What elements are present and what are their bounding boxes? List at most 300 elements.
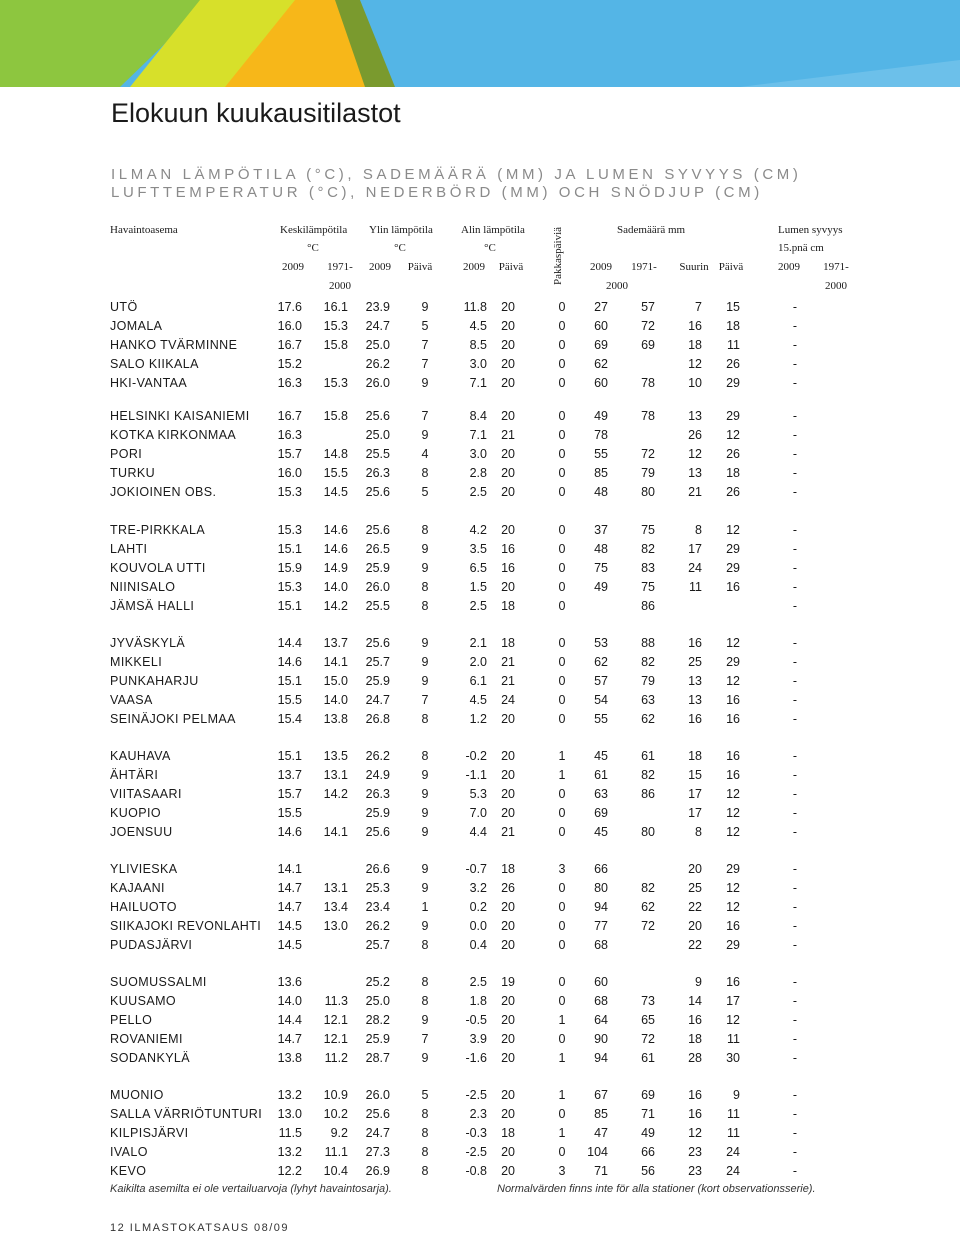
header-unit-max: °C xyxy=(394,242,406,254)
cell-precip-2009: 61 xyxy=(594,767,608,782)
cell-min-2009: 0.4 xyxy=(469,937,487,952)
header-mean-1971: 1971- xyxy=(327,261,353,273)
table-row xyxy=(0,712,960,731)
station-name: TRE-PIRKKALA xyxy=(110,523,206,537)
cell-mean-2009: 14.5 xyxy=(277,937,302,952)
cell-precip-max: 18 xyxy=(688,337,702,352)
cell-precip-1971-2000: 82 xyxy=(641,654,655,669)
cell-mean-1971-2000: 15.8 xyxy=(323,337,348,352)
cell-precip-1971-2000: 62 xyxy=(641,711,655,726)
station-name: VAASA xyxy=(110,692,153,707)
cell-min-2009: 2.0 xyxy=(469,654,487,669)
header-snow-unit: 15.pnä cm xyxy=(778,242,824,254)
station-name: KAUHAVA xyxy=(110,749,171,763)
cell-snow-depth: - xyxy=(792,1050,798,1065)
station-name: KAJAANI xyxy=(110,880,165,895)
cell-min-2009: 2.3 xyxy=(469,1106,487,1121)
cell-max-2009: 27.3 xyxy=(365,1144,390,1159)
station-name: JYVÄSKYLÄ xyxy=(110,636,186,650)
header-snow-1971: 1971- xyxy=(823,261,849,273)
cell-mean-2009: 15.3 xyxy=(277,484,302,499)
cell-mean-2009: 13.2 xyxy=(277,1088,302,1102)
cell-snow-depth: - xyxy=(792,300,798,314)
cell-frost-days: 0 xyxy=(558,975,566,989)
cell-min-2009: 8.5 xyxy=(469,337,487,352)
header-precip-2009: 2009 xyxy=(590,261,612,273)
cell-precip-2009: 54 xyxy=(594,692,608,707)
cell-precip-max-day: 12 xyxy=(726,427,740,442)
cell-min-day: 20 xyxy=(501,993,515,1008)
cell-precip-max: 16 xyxy=(688,1106,702,1121)
cell-snow-depth: - xyxy=(792,356,798,371)
cell-max-day: 9 xyxy=(421,427,429,442)
cell-mean-2009: 16.7 xyxy=(277,409,302,423)
cell-max-2009: 23.9 xyxy=(365,300,390,314)
cell-max-2009: 26.2 xyxy=(365,356,390,371)
station-name: HANKO TVÄRMINNE xyxy=(110,337,238,352)
cell-max-day: 7 xyxy=(421,692,429,707)
cell-max-day: 9 xyxy=(421,300,429,314)
cell-min-day: 18 xyxy=(501,862,515,876)
header-mean-2009: 2009 xyxy=(282,261,304,273)
cell-precip-max-day: 29 xyxy=(726,654,740,669)
cell-mean-1971-2000: 9.2 xyxy=(330,1125,348,1140)
cell-snow-depth: - xyxy=(792,767,798,782)
page-title: Elokuun kuukausitilastot xyxy=(111,98,401,128)
cell-max-day: 9 xyxy=(421,673,429,688)
cell-min-2009: 3.2 xyxy=(469,880,487,895)
cell-precip-2009: 80 xyxy=(594,880,608,895)
header-min-temp: Alin lämpötila xyxy=(461,224,525,236)
station-name: KUUSAMO xyxy=(110,993,177,1008)
cell-max-day: 8 xyxy=(421,993,429,1008)
cell-snow-depth: - xyxy=(792,579,798,594)
cell-mean-2009: 15.3 xyxy=(277,579,302,594)
cell-min-2009: -1.1 xyxy=(465,767,487,782)
cell-precip-2009: 47 xyxy=(594,1125,608,1140)
cell-precip-1971-2000: 56 xyxy=(641,1163,655,1178)
table-row xyxy=(0,1013,960,1032)
cell-frost-days: 0 xyxy=(558,805,566,820)
cell-mean-2009: 14.1 xyxy=(277,862,302,876)
cell-mean-2009: 14.7 xyxy=(277,1031,302,1046)
cell-max-day: 7 xyxy=(421,1031,429,1046)
cell-precip-1971-2000: 82 xyxy=(641,880,655,895)
station-name: YLIVIESKA xyxy=(110,862,178,876)
cell-precip-max-day: 29 xyxy=(726,409,740,423)
cell-mean-2009: 13.2 xyxy=(277,1144,302,1159)
table-row xyxy=(0,655,960,674)
station-name: SALO KIIKALA xyxy=(110,356,199,371)
cell-precip-2009: 49 xyxy=(594,409,608,423)
cell-max-2009: 25.9 xyxy=(365,673,390,688)
cell-mean-1971-2000: 14.1 xyxy=(323,824,348,839)
header-snow-2009: 2009 xyxy=(778,261,800,273)
cell-precip-max: 25 xyxy=(688,880,702,895)
cell-min-2009: 2.5 xyxy=(469,484,487,499)
cell-min-2009: -0.8 xyxy=(465,1163,487,1178)
cell-mean-1971-2000: 13.1 xyxy=(323,880,348,895)
station-name: KUOPIO xyxy=(110,805,162,820)
header-unit-min: °C xyxy=(484,242,496,254)
cell-precip-2009: 69 xyxy=(594,337,608,352)
cell-max-day: 1 xyxy=(421,899,429,914)
cell-mean-1971-2000: 15.5 xyxy=(323,465,348,480)
cell-min-2009: 2.8 xyxy=(469,465,487,480)
cell-mean-2009: 15.7 xyxy=(277,446,302,461)
cell-snow-depth: - xyxy=(792,560,798,575)
cell-precip-max-day: 11 xyxy=(727,1125,740,1140)
station-name: ROVANIEMI xyxy=(110,1031,183,1046)
cell-min-day: 21 xyxy=(501,673,515,688)
cell-mean-1971-2000: 14.6 xyxy=(323,523,348,537)
cell-max-2009: 26.6 xyxy=(365,862,390,876)
cell-precip-1971-2000: 61 xyxy=(641,1050,655,1065)
cell-precip-1971-2000: 66 xyxy=(641,1144,655,1159)
cell-mean-1971-2000: 13.8 xyxy=(323,711,348,726)
cell-max-day: 8 xyxy=(421,711,429,726)
table-row xyxy=(0,1164,960,1183)
cell-precip-max-day: 11 xyxy=(727,337,740,352)
cell-precip-max-day: 29 xyxy=(726,937,740,952)
cell-precip-max-day: 12 xyxy=(726,880,740,895)
cell-mean-1971-2000: 14.5 xyxy=(323,484,348,499)
cell-min-2009: 2.5 xyxy=(469,598,487,613)
cell-mean-1971-2000: 14.0 xyxy=(323,692,348,707)
header-max-temp: Ylin lämpötila xyxy=(369,224,433,236)
cell-mean-2009: 16.3 xyxy=(277,375,302,390)
cell-max-2009: 25.5 xyxy=(365,598,390,613)
cell-max-2009: 25.0 xyxy=(365,427,390,442)
cell-frost-days: 0 xyxy=(558,636,566,650)
table-row xyxy=(0,409,960,428)
cell-min-day: 20 xyxy=(501,899,515,914)
station-name: HELSINKI KAISANIEMI xyxy=(110,409,250,423)
table-row xyxy=(0,523,960,542)
cell-precip-2009: 94 xyxy=(594,1050,608,1065)
cell-snow-depth: - xyxy=(792,692,798,707)
table-row xyxy=(0,787,960,806)
station-name: SEINÄJOKI PELMAA xyxy=(110,711,236,726)
cell-min-2009: -0.7 xyxy=(465,862,487,876)
page-footer: 12 ILMASTOKATSAUS 08/09 xyxy=(110,1222,289,1234)
cell-precip-1971-2000: 82 xyxy=(641,541,655,556)
cell-max-day: 8 xyxy=(421,1163,429,1178)
cell-max-2009: 26.8 xyxy=(365,711,390,726)
table-row xyxy=(0,1145,960,1164)
cell-precip-max-day: 30 xyxy=(726,1050,740,1065)
cell-min-day: 21 xyxy=(501,427,515,442)
table-row xyxy=(0,768,960,787)
cell-frost-days: 0 xyxy=(558,337,566,352)
cell-snow-depth: - xyxy=(792,541,798,556)
cell-mean-1971-2000: 13.1 xyxy=(323,767,348,782)
cell-precip-1971-2000: 80 xyxy=(641,484,655,499)
cell-mean-1971-2000: 12.1 xyxy=(323,1031,348,1046)
cell-mean-1971-2000: 13.4 xyxy=(323,899,348,914)
cell-precip-max-day: 29 xyxy=(726,375,740,390)
cell-precip-1971-2000: 73 xyxy=(641,993,655,1008)
cell-snow-depth: - xyxy=(792,318,798,333)
cell-min-day: 20 xyxy=(501,1031,515,1046)
station-name: LAHTI xyxy=(110,541,148,556)
cell-precip-max: 20 xyxy=(688,918,702,933)
cell-frost-days: 0 xyxy=(558,560,566,575)
cell-precip-max-day: 12 xyxy=(726,786,740,801)
cell-precip-1971-2000: 80 xyxy=(641,824,655,839)
cell-max-2009: 26.0 xyxy=(365,579,390,594)
cell-mean-2009: 15.7 xyxy=(277,786,302,801)
cell-mean-2009: 14.4 xyxy=(277,1012,302,1027)
cell-precip-max: 21 xyxy=(688,484,702,499)
cell-precip-max-day: 12 xyxy=(726,673,740,688)
cell-precip-2009: 60 xyxy=(594,318,608,333)
cell-precip-max: 17 xyxy=(688,541,702,556)
cell-min-2009: 7.0 xyxy=(469,805,487,820)
cell-min-2009: 1.5 xyxy=(469,579,487,594)
cell-min-day: 20 xyxy=(501,767,515,782)
cell-snow-depth: - xyxy=(792,1125,798,1140)
cell-precip-max-day: 24 xyxy=(726,1163,740,1178)
table-row xyxy=(0,636,960,655)
banner-graphic xyxy=(0,0,960,87)
cell-min-day: 20 xyxy=(501,1050,515,1065)
cell-min-day: 20 xyxy=(501,356,515,371)
cell-mean-2009: 15.5 xyxy=(277,692,302,707)
cell-mean-2009: 13.7 xyxy=(277,767,302,782)
cell-precip-max: 12 xyxy=(688,446,702,461)
cell-min-2009: -2.5 xyxy=(465,1088,487,1102)
cell-min-2009: 0.2 xyxy=(469,899,487,914)
cell-precip-2009: 48 xyxy=(594,484,608,499)
cell-precip-max: 13 xyxy=(688,409,702,423)
table-row xyxy=(0,825,960,844)
cell-frost-days: 0 xyxy=(558,409,566,423)
table-row xyxy=(0,580,960,599)
cell-frost-days: 0 xyxy=(558,918,566,933)
cell-precip-2009: 48 xyxy=(594,541,608,556)
cell-frost-days: 0 xyxy=(558,465,566,480)
cell-max-day: 8 xyxy=(421,749,429,763)
cell-mean-1971-2000: 14.2 xyxy=(323,598,348,613)
station-name: JOMALA xyxy=(110,318,163,333)
cell-precip-1971-2000: 72 xyxy=(641,318,655,333)
cell-max-day: 9 xyxy=(421,1050,429,1065)
cell-precip-2009: 67 xyxy=(594,1088,608,1102)
cell-min-day: 18 xyxy=(501,598,515,613)
cell-max-2009: 25.3 xyxy=(365,880,390,895)
cell-mean-2009: 15.1 xyxy=(277,749,302,763)
cell-min-2009: 4.5 xyxy=(469,692,487,707)
cell-frost-days: 0 xyxy=(558,523,566,537)
cell-precip-max-day: 18 xyxy=(726,465,740,480)
table-row xyxy=(0,994,960,1013)
cell-min-day: 20 xyxy=(501,749,515,763)
cell-snow-depth: - xyxy=(792,937,798,952)
cell-min-2009: 3.0 xyxy=(469,356,487,371)
cell-min-day: 20 xyxy=(501,300,515,314)
cell-precip-2009: 57 xyxy=(594,673,608,688)
cell-precip-2009: 69 xyxy=(594,805,608,820)
cell-frost-days: 0 xyxy=(558,318,566,333)
cell-frost-days: 0 xyxy=(558,711,566,726)
cell-min-day: 20 xyxy=(501,1088,515,1102)
cell-precip-2009: 68 xyxy=(594,993,608,1008)
cell-precip-max: 17 xyxy=(688,786,702,801)
cell-precip-max-day: 18 xyxy=(726,318,740,333)
table-row xyxy=(0,900,960,919)
station-name: JOENSUU xyxy=(110,824,173,839)
cell-frost-days: 0 xyxy=(558,541,566,556)
cell-snow-depth: - xyxy=(792,975,798,989)
cell-mean-2009: 14.7 xyxy=(277,899,302,914)
cell-mean-1971-2000: 14.0 xyxy=(323,579,348,594)
cell-precip-2009: 60 xyxy=(594,375,608,390)
subtitle-swedish: LUFTTEMPERATUR (°C), NEDERBÖRD (MM) OCH SNÖDJUP (CM) xyxy=(111,184,763,201)
cell-max-2009: 25.6 xyxy=(365,409,390,423)
cell-precip-max: 10 xyxy=(688,375,702,390)
cell-mean-2009: 16.0 xyxy=(277,465,302,480)
cell-max-day: 9 xyxy=(421,918,429,933)
cell-snow-depth: - xyxy=(792,446,798,461)
cell-precip-1971-2000: 86 xyxy=(641,598,655,613)
cell-precip-2009: 104 xyxy=(587,1144,608,1159)
cell-max-day: 5 xyxy=(421,318,429,333)
cell-snow-depth: - xyxy=(792,862,798,876)
cell-min-2009: -2.5 xyxy=(465,1144,487,1159)
cell-frost-days: 0 xyxy=(558,673,566,688)
cell-precip-max-day: 16 xyxy=(726,767,740,782)
cell-mean-1971-2000: 14.1 xyxy=(323,654,348,669)
cell-precip-max-day: 12 xyxy=(726,805,740,820)
cell-precip-1971-2000: 72 xyxy=(641,1031,655,1046)
cell-precip-max: 13 xyxy=(688,673,702,688)
cell-min-day: 18 xyxy=(501,1125,515,1140)
header-precipitation: Sademäärä mm xyxy=(617,224,686,236)
table-row xyxy=(0,376,960,395)
cell-mean-2009: 15.4 xyxy=(277,711,302,726)
cell-snow-depth: - xyxy=(792,899,798,914)
cell-snow-depth: - xyxy=(792,1012,798,1027)
cell-max-2009: 26.2 xyxy=(365,749,390,763)
table-row xyxy=(0,1088,960,1107)
cell-max-2009: 26.0 xyxy=(365,375,390,390)
cell-precip-2009: 85 xyxy=(594,1106,608,1121)
station-name: JÄMSÄ HALLI xyxy=(110,598,195,613)
cell-frost-days: 0 xyxy=(558,899,566,914)
cell-precip-max: 16 xyxy=(688,1088,702,1102)
cell-max-2009: 24.7 xyxy=(365,318,390,333)
cell-precip-max: 9 xyxy=(695,975,702,989)
cell-max-day: 4 xyxy=(421,446,429,461)
cell-min-day: 21 xyxy=(501,654,515,669)
footnote-swedish: Normalvärden finns inte för alla stationer (kort observationsserie). xyxy=(497,1183,816,1195)
cell-mean-1971-2000: 14.9 xyxy=(323,560,348,575)
cell-precip-2009: 45 xyxy=(594,749,608,763)
cell-snow-depth: - xyxy=(792,805,798,820)
cell-snow-depth: - xyxy=(792,337,798,352)
station-name: JOKIOINEN OBS. xyxy=(110,484,217,499)
cell-frost-days: 0 xyxy=(558,356,566,371)
cell-precip-max: 16 xyxy=(688,318,702,333)
cell-mean-1971-2000: 10.4 xyxy=(323,1163,348,1178)
cell-precip-2009: 60 xyxy=(594,975,608,989)
cell-min-2009: 6.1 xyxy=(469,673,487,688)
cell-precip-max-day: 11 xyxy=(727,1031,740,1046)
cell-max-day: 8 xyxy=(421,1125,429,1140)
cell-snow-depth: - xyxy=(792,1106,798,1121)
cell-mean-1971-2000: 11.3 xyxy=(324,993,348,1008)
cell-max-2009: 26.3 xyxy=(365,786,390,801)
station-name: MIKKELI xyxy=(110,654,163,669)
cell-precip-max-day: 16 xyxy=(726,918,740,933)
cell-precip-1971-2000: 78 xyxy=(641,409,655,423)
cell-precip-1971-2000: 75 xyxy=(641,579,655,594)
cell-max-day: 5 xyxy=(421,484,429,499)
cell-precip-max-day: 16 xyxy=(726,975,740,989)
cell-precip-1971-2000: 61 xyxy=(641,749,655,763)
cell-min-day: 16 xyxy=(501,560,515,575)
cell-precip-2009: 75 xyxy=(594,560,608,575)
cell-frost-days: 0 xyxy=(558,1106,566,1121)
cell-precip-max: 18 xyxy=(688,1031,702,1046)
cell-precip-1971-2000: 88 xyxy=(641,636,655,650)
cell-min-2009: 4.5 xyxy=(469,318,487,333)
cell-snow-depth: - xyxy=(792,484,798,499)
station-name: PUNKAHARJU xyxy=(110,673,199,688)
cell-precip-max: 24 xyxy=(688,560,702,575)
cell-frost-days: 0 xyxy=(558,937,566,952)
cell-min-2009: 3.5 xyxy=(469,541,487,556)
cell-precip-max: 12 xyxy=(688,1125,702,1140)
cell-precip-max: 23 xyxy=(688,1144,702,1159)
cell-max-day: 8 xyxy=(421,1106,429,1121)
cell-min-2009: 4.2 xyxy=(469,523,487,537)
header-mean-temp: Keskilämpötila xyxy=(280,224,348,236)
cell-min-day: 20 xyxy=(501,318,515,333)
cell-precip-1971-2000: 79 xyxy=(641,673,655,688)
cell-max-2009: 25.6 xyxy=(365,636,390,650)
station-name: HAILUOTO xyxy=(110,899,177,914)
cell-mean-2009: 16.3 xyxy=(277,427,302,442)
cell-mean-1971-2000: 15.8 xyxy=(323,409,348,423)
cell-mean-1971-2000: 10.9 xyxy=(323,1088,348,1102)
cell-precip-max: 7 xyxy=(695,300,702,314)
cell-precip-max: 16 xyxy=(688,711,702,726)
station-name: SIIKAJOKI REVONLAHTI xyxy=(110,918,262,933)
cell-min-2009: -0.5 xyxy=(465,1012,487,1027)
cell-frost-days: 0 xyxy=(558,598,566,613)
cell-precip-1971-2000: 62 xyxy=(641,899,655,914)
cell-max-day: 9 xyxy=(421,541,429,556)
cell-mean-2009: 14.6 xyxy=(277,654,302,669)
station-name: PORI xyxy=(110,446,143,461)
cell-precip-max-day: 12 xyxy=(726,824,740,839)
cell-min-day: 21 xyxy=(501,824,515,839)
cell-mean-2009: 14.7 xyxy=(277,880,302,895)
cell-mean-2009: 15.1 xyxy=(277,598,302,613)
cell-precip-max: 28 xyxy=(688,1050,702,1065)
cell-min-day: 20 xyxy=(501,937,515,952)
cell-precip-2009: 55 xyxy=(594,446,608,461)
cell-max-day: 8 xyxy=(421,465,429,480)
cell-snow-depth: - xyxy=(792,409,798,423)
table-row xyxy=(0,466,960,485)
cell-precip-max-day: 12 xyxy=(726,523,740,537)
cell-frost-days: 1 xyxy=(558,1050,566,1065)
cell-max-2009: 25.6 xyxy=(365,1106,390,1121)
station-name: VIITASAARI xyxy=(110,786,182,801)
